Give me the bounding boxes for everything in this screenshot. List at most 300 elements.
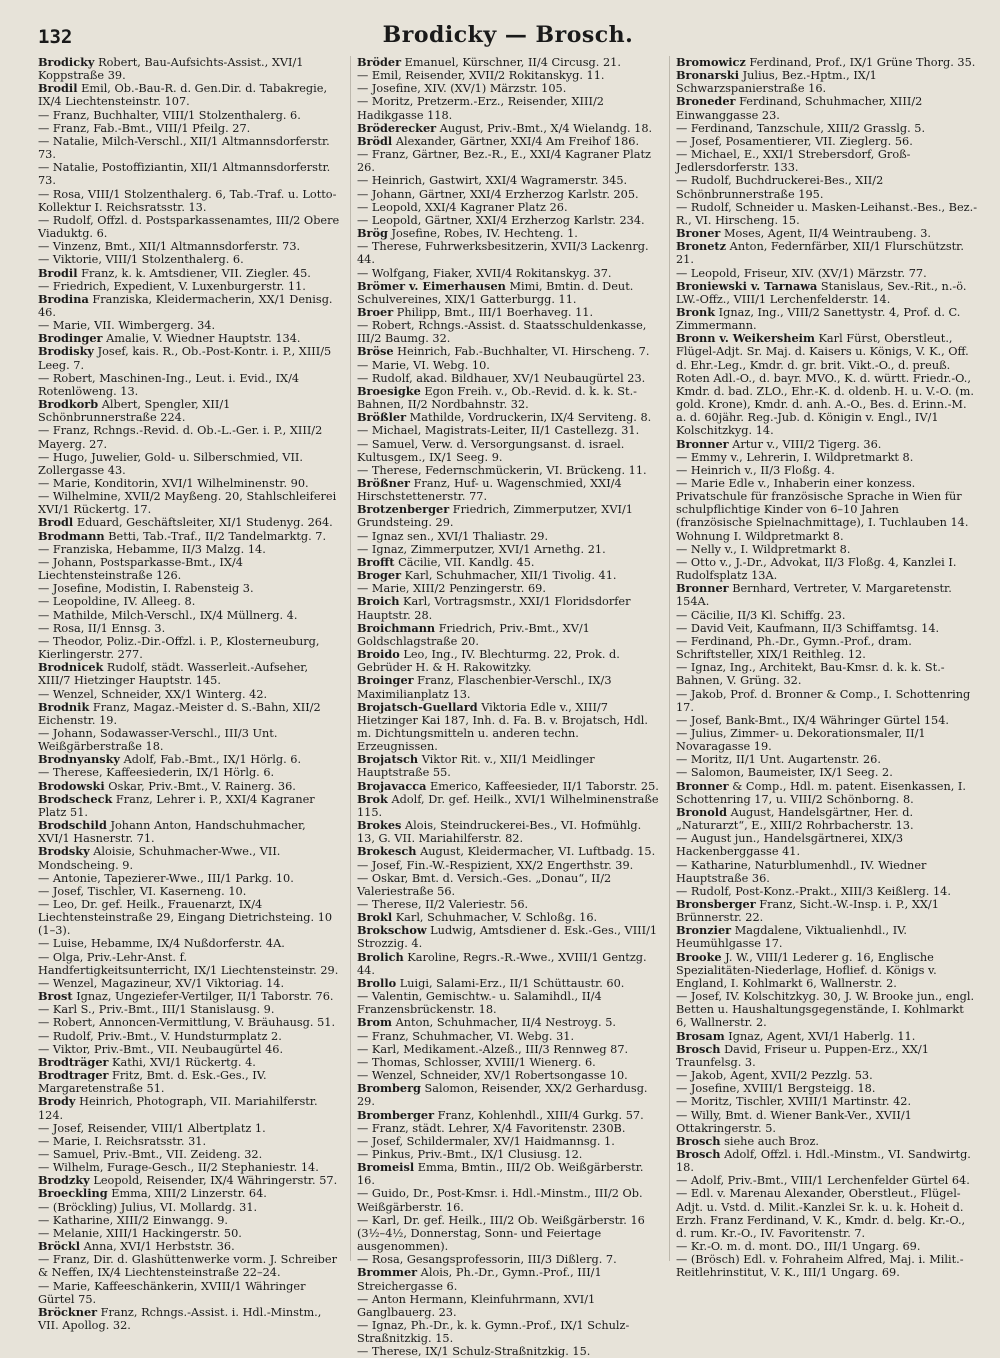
entry-details: Olga, Priv.-Lehr-Anst. f. Handfertigkeitsunterricht, IX/1 Liechtensteinstr. 29. [38, 950, 339, 977]
entry-details: Luigi, Salami-Erz., II/1 Schüttaustr. 60. [396, 976, 625, 990]
entry-surname: Broeckling [38, 1186, 108, 1201]
directory-entry [357, 1030, 659, 1043]
directory-entry [357, 1082, 659, 1108]
entry-details: Josefine, XVIII/1 Bergsteigg. 18. [687, 1082, 876, 1096]
entry-details: Heinrich, Fab.-Buchhalter, VI. Hirscheng. 7. [393, 345, 650, 359]
entry-surname: Brodscheck [38, 791, 113, 806]
directory-entry [676, 1030, 978, 1043]
directory-entry [357, 530, 659, 543]
entry-details: Mathilde, Vordruckerin, IX/4 Serviteng. 8. [406, 411, 652, 425]
entry-details: Salomon, Reisender, XX/2 Gerhardusg. 29. [357, 1082, 648, 1109]
entry-details: Karl, Dr. gef. Heilk., III/2 Ob. Weißgärberstr. 16 (3½–4½, Donnerstag, Sonn- und Feiertage ausgenommen). [357, 1213, 645, 1254]
entry-details: Friedrich, Zimmerputzer, XVI/1 Grundsteing. 29. [357, 503, 633, 530]
entry-surname: Brodil [38, 81, 78, 96]
directory-entry [38, 109, 340, 122]
directory-entry [357, 188, 659, 201]
directory-entry [38, 267, 340, 280]
entry-details: Artur v., VIII/2 Tigerg. 36. [728, 437, 882, 451]
entry-surname: — [357, 437, 369, 451]
entry-surname: — [38, 1016, 50, 1030]
directory-entry [357, 1214, 659, 1253]
entry-surname: Brolich [357, 949, 404, 964]
running-head: Brodicky — Brosch. [382, 22, 634, 48]
entry-details: Marie, I. Reichsratsstr. 31. [49, 1134, 207, 1148]
directory-entry [676, 95, 978, 121]
entry-details: Therese, Fuhrwerksbesitzerin, XVII/3 Lackenrg. 44. [357, 240, 649, 267]
directory-entry [38, 135, 340, 161]
directory-entry [38, 543, 340, 556]
entry-details: Katharine, XIII/2 Einwangg. 9. [49, 1213, 229, 1227]
directory-entry [676, 1174, 978, 1187]
directory-entry [38, 753, 340, 766]
entry-surname: — [38, 424, 50, 438]
entry-surname: — [357, 529, 369, 543]
entry-details: Franz, Flaschenbier-Verschl., IX/3 Maximilianplatz 13. [357, 674, 612, 701]
entry-details: Franz, k. k. Amtsdiener, VII. Ziegler. 45. [77, 266, 311, 280]
directory-entry [357, 1266, 659, 1292]
entry-details: Moritz, II/1 Unt. Augartenstr. 26. [687, 753, 881, 767]
entry-surname: Broesigke [357, 383, 421, 398]
entry-details: Josefine, Modistin, I. Rabensteig 3. [49, 582, 254, 596]
entry-surname: Brodmann [38, 528, 105, 543]
entry-details: Robert, Annoncen-Vermittlung, V. Bräuhausg. 51. [49, 1016, 336, 1030]
entry-details: Viktor Rit. v., XII/1 Meidlinger Hauptstraße 55. [357, 753, 595, 780]
directory-entry [357, 122, 659, 135]
entry-details: Rudolf, städt. Wasserleit.-Aufseher, XIII/7 Hietzinger Hauptstr. 145. [38, 661, 309, 688]
entry-surname: Brosch [676, 1146, 721, 1161]
entry-surname: Brög [357, 226, 388, 241]
directory-entry [38, 214, 340, 240]
directory-entry [357, 227, 659, 240]
entry-surname: — [38, 1029, 50, 1043]
directory-entry [357, 280, 659, 306]
entry-surname: Bronold [676, 804, 727, 819]
directory-entry [357, 990, 659, 1016]
directory-entry [676, 832, 978, 858]
directory-entry [38, 609, 340, 622]
entry-details: Mathilde, Milch-Verschl., IX/4 Müllnerg. 4. [49, 608, 298, 622]
entry-details: Natalie, Postoffiziantin, XII/1 Altmannsdorferstr. 73. [38, 161, 331, 188]
entry-details: (Brösch) Edl. v. Fohraheim Alfred, Maj. i. Milit.-Reitlehrinstitut, V. K., III/1 Ungarg. 69. [676, 1253, 964, 1280]
entry-surname: — [676, 726, 688, 740]
entry-surname: — [38, 621, 50, 635]
entry-details: Wolfgang, Fiaker, XVII/4 Rokitanskyg. 37. [368, 266, 612, 280]
directory-entry [38, 1016, 340, 1029]
entry-details: Viktor, Priv.-Bmt., VII. Neubaugürtel 46. [49, 1042, 284, 1056]
directory-entry [676, 990, 978, 1029]
entry-details: Leopold, Reisender, IX/4 Währingerstr. 57. [89, 1174, 338, 1188]
entry-details: Samuel, Priv.-Bmt., VII. Zeideng. 32. [49, 1147, 263, 1161]
entry-details: Fritz, Bmt. d. Esk.-Ges., IV. Margaretenstraße 51. [38, 1069, 267, 1096]
entry-details: Franz, Schuhmacher, VI. Webg. 31. [368, 1029, 575, 1043]
entry-details: Anton Hermann, Kleinfuhrmann, XVI/1 Ganglbauerg. 23. [357, 1292, 596, 1319]
directory-entry [357, 595, 659, 621]
entry-surname: Brom [357, 1015, 392, 1030]
entry-details: Otto v., J.-Dr., Advokat, II/3 Floßg. 4, Kanzlei I. Rudolfsplatz 13A. [676, 555, 957, 583]
entry-surname: Brofft [357, 554, 395, 569]
entry-surname: — [357, 1121, 369, 1135]
entry-details: Emmy v., Lehrerin, I. Wildpretmarkt 8. [687, 450, 914, 464]
directory-entry [357, 503, 659, 529]
entry-details: Franz, Sicht.-W.-Insp. i. P., XX/1 Brünnerstr. 22. [676, 898, 939, 925]
directory-entry [676, 1095, 978, 1108]
directory-entry [676, 1069, 978, 1082]
entry-details: Marie, Kaffeeschänkerin, XVIII/1 Währinger Gürtel 75. [38, 1279, 306, 1306]
entry-surname: Bronner [676, 778, 729, 793]
directory-entry [357, 424, 659, 437]
page-header [38, 22, 978, 52]
entry-details: Robert, Rchngs.-Assist. d. Staatsschuldenkasse, III/2 Baumg. 32. [357, 319, 647, 346]
entry-surname: — [38, 1226, 50, 1240]
directory-entry [38, 1148, 340, 1161]
entry-surname: — [357, 1319, 369, 1332]
entry-surname: — [357, 542, 369, 556]
directory-entry [676, 806, 978, 832]
entry-surname: Broich [357, 594, 400, 609]
entry-surname: Brojatsch [357, 752, 419, 767]
entry-surname: — [357, 200, 369, 214]
entry-surname: Bronetz [676, 239, 727, 254]
directory-entry [38, 56, 340, 82]
entry-details: Rudolf, Buchdruckerei-Bes., XII/2 Schönbrunnerstraße 195. [676, 174, 884, 201]
entry-details: Wenzel, Schneider, XX/1 Winterg. 42. [49, 687, 268, 701]
directory-entry [38, 530, 340, 543]
entry-details: Franziska, Hebamme, II/3 Malzg. 14. [49, 542, 266, 556]
directory-entry [676, 1082, 978, 1095]
entry-surname: — [676, 713, 688, 727]
entry-surname: — [38, 319, 50, 333]
entry-details: Luise, Hebamme, IX/4 Nußdorferstr. 4A. [49, 937, 285, 951]
entry-details: Josef, IV. Kolschitzkyg. 30, J. W. Brooke jun., engl. Betten u. Haushaltungsgegenstände, I. Kohlmarkt 6, Wallnerstr. 2. [676, 990, 975, 1030]
entry-surname: — [357, 1055, 369, 1069]
entry-details: Karl, Medikament.-Alzeß., III/3 Rennweg 87. [368, 1042, 629, 1056]
entry-details: Rosa, II/1 Ennsg. 3. [49, 621, 166, 635]
directory-entry [676, 135, 978, 148]
entry-surname: Bronzier [676, 923, 732, 938]
entry-surname: — [676, 634, 688, 648]
entry-details: Ignaz, Ph.-Dr., k. k. Gymn.-Prof., IX/1 Schulz-Straßnitzkig. 15. [357, 1319, 630, 1346]
directory-entry [676, 464, 978, 477]
directory-entry [357, 82, 659, 95]
entry-details: Adolf, Priv.-Bmt., VIII/1 Lerchenfelder Gürtel 64. [687, 1174, 970, 1188]
directory-entry [38, 595, 340, 608]
entry-details: Karoline, Regrs.-R.-Wwe., XVIII/1 Gentzg. 44. [357, 950, 647, 977]
directory-entry [357, 1345, 659, 1358]
directory-entry [357, 582, 659, 595]
directory-entry [38, 885, 340, 898]
directory-entry [676, 174, 978, 200]
entry-surname: — [38, 687, 50, 701]
entry-details: Marie, VI. Webg. 10. [368, 358, 490, 372]
entry-surname: Bröckner [38, 1304, 98, 1319]
entry-surname: Bronk [676, 304, 716, 319]
entry-surname: Brodzky [38, 1173, 90, 1188]
directory-entry [357, 845, 659, 858]
entry-surname: — [676, 463, 688, 477]
directory-entry [357, 872, 659, 898]
entry-details: Michael, Magistrats-Leiter, II/1 Castellezg. 31. [368, 424, 640, 438]
entry-details: Ferdinand, Tanzschule, XIII/2 Grasslg. 5. [687, 121, 926, 135]
directory-entry [676, 332, 978, 437]
directory-entry [357, 622, 659, 648]
entry-surname: — [38, 477, 50, 490]
entry-surname: Broner [676, 226, 721, 241]
entry-surname: — [38, 134, 50, 148]
entry-details: Franz, Huf- u. Wagenschmied, XXI/4 Hirschstettenerstr. 77. [357, 477, 622, 504]
entry-surname: Bröder [357, 55, 402, 69]
directory-entry [676, 1148, 978, 1174]
entry-details: Franz, Fab.-Bmt., VIII/1 Pfeilg. 27. [49, 121, 251, 135]
directory-entry [357, 569, 659, 582]
entry-details: Ignaz sen., XVI/1 Thaliastr. 29. [368, 529, 549, 543]
entry-details: Heinrich, Photograph, VII. Mariahilferstr. 124. [38, 1095, 318, 1122]
entry-surname: — [38, 1003, 50, 1017]
entry-surname: Brojavacca [357, 778, 427, 793]
entry-details: Willy, Bmt. d. Wiener Bank-Ver., XVII/1 Ottakringerstr. 5. [676, 1108, 912, 1135]
directory-entry [38, 727, 340, 753]
entry-surname: Broinger [357, 673, 414, 688]
entry-surname: — [38, 253, 50, 267]
entry-details: Melanie, XIII/1 Hackingerstr. 50. [49, 1226, 242, 1240]
directory-entry [357, 319, 659, 345]
entry-surname: Brosch [676, 1133, 721, 1148]
entry-surname: — [38, 1121, 50, 1135]
entry-surname: — [38, 726, 50, 740]
directory-entry [357, 1161, 659, 1187]
entry-details: Franz, Kohlenhdl., XIII/4 Gurkg. 57. [434, 1108, 644, 1122]
directory-entry [38, 424, 340, 450]
directory-entry [38, 345, 340, 371]
directory-entry [676, 148, 978, 174]
directory-entry [676, 609, 978, 622]
directory-entry [357, 95, 659, 121]
directory-entry [38, 1253, 340, 1279]
entry-surname: Brodisky [38, 344, 94, 359]
directory-entry [38, 1069, 340, 1095]
entry-surname: — [38, 240, 50, 254]
entry-details: Leopoldine, IV. Alleeg. 8. [49, 595, 196, 609]
directory-entry [357, 477, 659, 503]
entry-details: Karl, Schuhmacher, XII/1 Tivolig. 41. [401, 569, 617, 583]
directory-entry [357, 556, 659, 569]
entry-surname: Broer [357, 304, 394, 319]
entry-details: Rosa, VIII/1 Stolzenthalerg. 6, Tab.-Traf. u. Lotto-Kollektur I. Reichsratsstr. 13. [38, 187, 337, 214]
directory-entry [676, 122, 978, 135]
entry-surname: — [676, 621, 688, 635]
entry-details: Franz, Magaz.-Meister d. S.-Bahn, XII/2 Eichenstr. 19. [38, 700, 321, 727]
directory-entry [357, 385, 659, 411]
entry-details: Franziska, Kleidermacherin, XX/1 Denisg. 46. [38, 292, 333, 319]
directory-entry [357, 306, 659, 319]
directory-entry [38, 819, 340, 845]
directory-entry [357, 214, 659, 227]
directory-entry [357, 951, 659, 977]
entry-surname: Brodnik [38, 699, 90, 714]
entry-surname: Brömer v. Eimerhausen [357, 278, 506, 293]
entry-details: Hugo, Juwelier, Gold- u. Silberschmied, VII. Zollergasse 43. [38, 450, 303, 477]
directory-entry [357, 1135, 659, 1148]
directory-entry [676, 69, 978, 95]
entry-surname: — [676, 832, 688, 846]
entry-surname: — [357, 463, 369, 477]
entry-details: Franz, Rchngs.-Assist. i. Hdl.-Minstm., VII. Apollog. 32. [38, 1305, 322, 1332]
entry-surname: — [676, 266, 688, 280]
entry-details: Franz, Rchngs.-Revid. d. Ob.-L.-Ger. i. P., XIII/2 Mayerg. 27. [38, 424, 323, 451]
entry-surname: Bröckl [38, 1239, 81, 1254]
entry-details: Kathi, XVI/1 Rückertg. 4. [108, 1055, 256, 1069]
directory-entry [38, 793, 340, 819]
directory-entry [357, 135, 659, 148]
directory-entry [357, 240, 659, 266]
entry-surname: Brok [357, 791, 388, 806]
entry-details: Ignaz, Zimmerputzer, XVI/1 Arnethg. 21. [368, 542, 606, 556]
entry-details: Marie, Konditorin, XVI/1 Wilhelminenstr. 90. [49, 477, 309, 490]
entry-surname: — [357, 240, 369, 254]
directory-entry [38, 845, 340, 871]
entry-details: Philipp, Bmt., III/1 Boerhaveg. 11. [393, 305, 594, 319]
entry-surname: — [357, 424, 369, 438]
entry-details: & Comp., Hdl. m. patent. Eisenkassen, I. Schottenring 17, u. VIII/2 Schönborng. 8. [676, 779, 966, 806]
entry-details: Leopold, Friseur, XIV. (XV/1) Märzstr. 77. [687, 266, 927, 280]
directory-entry [38, 477, 340, 490]
entry-surname: — [357, 213, 369, 227]
entry-details: Julius, Zimmer- u. Dekorationsmaler, II/1 Novaragasse 19. [676, 726, 926, 754]
entry-surname: — [357, 174, 369, 188]
directory-entry [357, 977, 659, 990]
entry-surname: Brodnyansky [38, 752, 120, 767]
entry-details: Viktoria Edle v., XIII/7 Hietzinger Kai 187, Inh. d. Fa. B. v. Brojatsch, Hdl. m. Dichtungsmitteln u. anderen techn. Erzeugnissen. [357, 700, 649, 754]
entry-surname: Brodil [38, 265, 78, 280]
directory-entry [38, 977, 340, 990]
entry-details: Cäcilie, VII. Kandlg. 45. [394, 555, 535, 569]
entry-details: Leopold, Gärtner, XXI/4 Erzherzog Karlstr. 234. [368, 213, 645, 227]
entry-surname: — [357, 95, 369, 109]
entry-details: August, Priv.-Bmt., X/4 Wielandg. 18. [436, 121, 653, 135]
entry-surname: — [38, 871, 50, 885]
entry-surname: — [38, 950, 50, 964]
directory-entry [38, 635, 340, 661]
entry-surname: — [676, 450, 688, 464]
directory-entry [38, 240, 340, 253]
entry-details: Therese, II/2 Valeriestr. 56. [368, 898, 529, 911]
entry-details: Oskar, Priv.-Bmt., V. Rainerg. 36. [104, 779, 296, 793]
directory-entry [357, 1319, 659, 1345]
entry-details: Josef, Reisender, VIII/1 Albertplatz 1. [49, 1121, 266, 1135]
entry-details: Mimi, Bmtin. d. Deut. Schulvereines, XIX/1 Gatterburgg. 11. [357, 279, 634, 306]
entry-surname: — [357, 187, 369, 201]
entry-details: Josef, Fin.-W.-Respizient, XX/2 Engerthstr. 39. [368, 858, 634, 872]
directory-entry [357, 543, 659, 556]
entry-surname: — [357, 82, 369, 96]
entry-surname: — [676, 661, 688, 675]
directory-entry [357, 1056, 659, 1069]
entry-surname: Brojatsch-Guellard [357, 699, 478, 714]
entry-details: Franz, Buchhalter, VIII/1 Stolzenthalerg. 6. [49, 108, 301, 122]
entry-surname: — [38, 1042, 50, 1056]
entry-surname: Brokl [357, 910, 393, 925]
entry-details: Betti, Tab.-Traf., II/2 Tandelmarktg. 7. [104, 529, 327, 543]
directory-entry [676, 306, 978, 332]
entry-surname: — [357, 1345, 369, 1358]
directory-entry [676, 1187, 978, 1240]
entry-details: Johann, Postsparkasse-Bmt., IX/4 Liechtensteinstraße 126. [38, 555, 243, 583]
directory-entry [38, 188, 340, 214]
entry-details: Adolf, Dr. gef. Heilk., XVI/1 Wilhelminenstraße 115. [357, 792, 659, 819]
entry-details: Eduard, Geschäftsleiter, XI/1 Studenyg. 264. [73, 516, 333, 530]
entry-details: Karl, Schuhmacher, V. Schloßg. 16. [392, 911, 598, 925]
entry-details: Anton, Federnfärber, XII/1 Flurschützstr. 21. [676, 240, 964, 267]
entry-details: Rudolf, Post-Konz.-Prakt., XIII/3 Keißlerg. 14. [687, 884, 951, 898]
entry-details: Therese, Federnschmückerin, VI. Brückeng. 11. [368, 463, 647, 477]
entry-details: Alois, Steindruckerei-Bes., VI. Hofmühlg. 13, G. VII. Mariahilferstr. 82. [357, 819, 642, 846]
directory-entry [357, 1293, 659, 1319]
entry-details: Emil, Ob.-Bau-R. d. Gen.Dir. d. Tabakregie, IX/4 Liechtensteinstr. 107. [38, 82, 328, 109]
entry-details: Rudolf, Priv.-Bmt., V. Hundsturmplatz 2. [49, 1029, 282, 1043]
entry-surname: — [357, 1042, 369, 1056]
entry-details: Josef, Schildermaler, XV/1 Haidmannsg. 1. [368, 1134, 615, 1148]
entry-surname: — [38, 1279, 50, 1293]
entry-surname: Brokesch [357, 844, 417, 859]
entry-surname: — [38, 490, 50, 504]
entry-details: J. W., VIII/1 Lederer g. 16, Englische Spezialitäten-Niederlage, Hoflief. d. Königs v. England, I. Kohlmarkt 6, Wallnerstr. 2. [676, 950, 937, 990]
directory-entry [676, 451, 978, 464]
directory-entry [357, 674, 659, 700]
entry-surname: Bröderecker [357, 120, 437, 135]
entry-details: Aloisie, Schuhmacher-Wwe., VII. Mondscheing. 9. [38, 845, 281, 872]
entry-details: Nelly v., I. Wildpretmarkt 8. [687, 542, 851, 556]
entry-details: Johann Anton, Handschuhmacher, XVI/1 Hasnerstr. 71. [38, 819, 306, 846]
entry-surname: — [357, 858, 369, 872]
entry-details: siehe auch Broz. [720, 1134, 819, 1148]
entry-surname: — [676, 766, 688, 780]
entry-details: Egon Freih. v., Ob.-Revid. d. k. k. St.-Bahnen, II/2 Nordbahnstr. 32. [357, 384, 637, 412]
directory-entry [38, 661, 340, 687]
entry-details: Ludwig, Amtsdiener d. Esk.-Ges., VIII/1 Strozzig. 4. [357, 924, 658, 951]
entry-surname: Brodina [38, 291, 89, 306]
directory-entry [676, 1253, 978, 1279]
entry-surname: — [676, 121, 688, 135]
entry-details: Magdalene, Viktualienhdl., IV. Heumühlgasse 17. [676, 924, 907, 951]
directory-entry [357, 201, 659, 214]
entry-details: Natalie, Milch-Verschl., XII/1 Altmannsdorferstr. 73. [38, 134, 330, 162]
entry-surname: — [357, 69, 369, 83]
directory-entry [676, 438, 978, 451]
entry-details: Alois, Ph.-Dr., Gymn.-Prof., III/1 Streichergasse 6. [357, 1266, 602, 1293]
entry-surname: — [676, 148, 688, 162]
entry-surname: Bronarski [676, 68, 739, 83]
entry-surname: — [357, 148, 369, 162]
entry-details: Franz, Lehrer i. P., XXI/4 Kagraner Platz 51. [38, 792, 315, 819]
entry-surname: — [676, 608, 688, 622]
directory-entry [38, 990, 340, 1003]
directory-entry [38, 898, 340, 937]
entry-details: Oskar, Bmt. d. Versich.-Ges. „Donau“, II/2 Valeriestraße 56. [357, 871, 612, 898]
entry-surname: Brödl [357, 133, 393, 148]
entry-details: August, Handelsgärtner, Her. d. „Naturarzt“, E., XIII/2 Rohrbacherstr. 13. [676, 805, 914, 833]
directory-entry [357, 345, 659, 358]
entry-surname: — [357, 1253, 369, 1267]
entry-surname: Brößner [357, 476, 410, 490]
directory-entry [676, 556, 978, 582]
entry-surname: Bromowicz [676, 55, 746, 69]
entry-details: Therese, Kaffeesiederin, IX/1 Hörlg. 6. [49, 766, 275, 780]
directory-entry [357, 819, 659, 845]
directory-entry [676, 582, 978, 608]
entry-details: Robert, Maschinen-Ing., Leut. i. Evid., IX/4 Rotenlöweng. 13. [38, 371, 300, 398]
entry-details: Wilhelmine, XVII/2 Mayßeng. 20, Stahlschleiferei XVI/1 Rückertg. 17. [38, 490, 337, 517]
directory-entry [38, 1227, 340, 1240]
entry-details: Franz, städt. Lehrer, X/4 Favoritenstr. 230B. [368, 1121, 626, 1135]
